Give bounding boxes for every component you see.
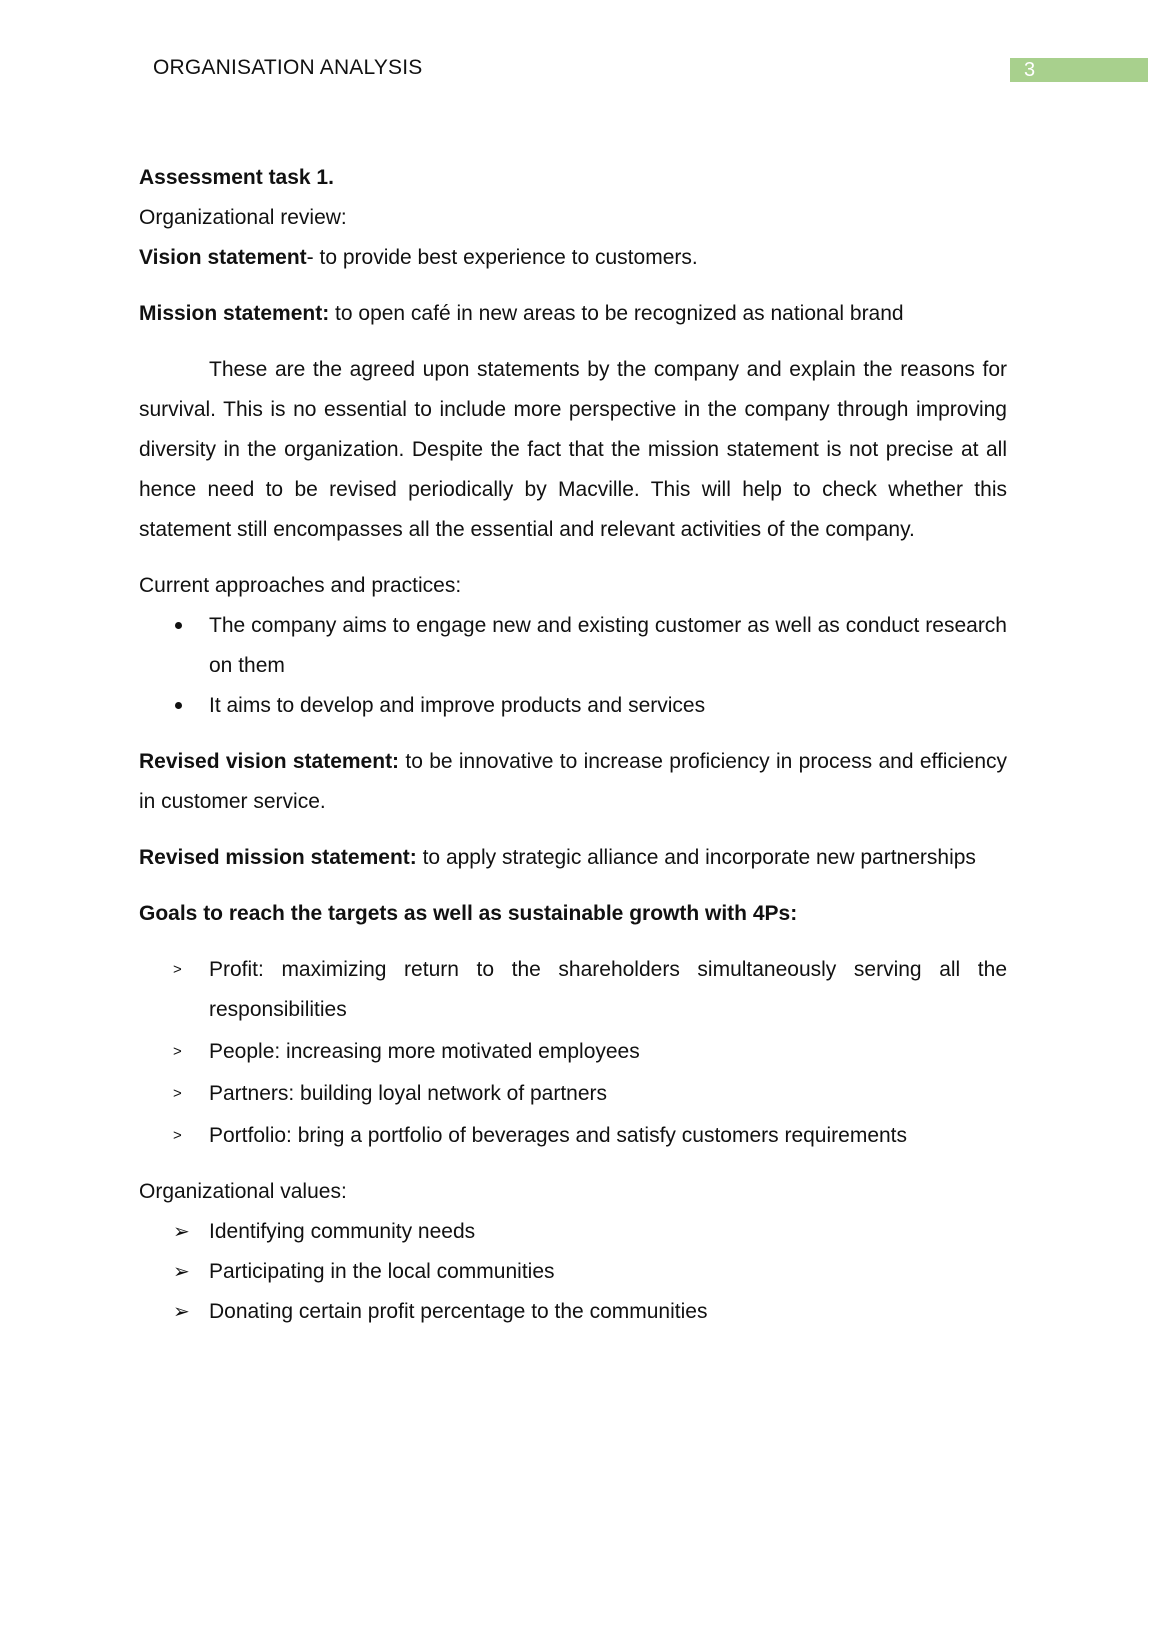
list-item: The company aims to engage new and existing customer as well as conduct research on them [209,614,1007,677]
list-item: ➢ Donating certain profit percentage to the communities [139,1292,1007,1332]
vision-text: - to provide best experience to customers. [306,246,698,269]
revised-vision-statement [139,742,1007,822]
revised-mission-label: Revised mission statement: [139,846,417,869]
vision-statement [139,238,1007,278]
mission-statement [139,294,1007,334]
list-item: > Portfolio: bring a portfolio of beverages and satisfy customers requirements [139,1116,1007,1156]
body-paragraph: These are the agreed upon statements by the company and explain the reasons for survival. This is no essential to include more perspective in the company through improving diversity in the organization. Despite the fact that the mission statement is not precise at all hence need to be revised periodically by Macville. This will help to check whether this statement still encompasses all the essential and relevant activities of the company. [139,358,1007,541]
mission-text: to open café in new areas to be recognized as national brand [329,302,904,325]
values-label: Organizational values: [139,1180,347,1203]
chevron-right-icon: > [173,961,182,978]
list-item: It aims to develop and improve products and services [209,694,706,717]
current-approaches-label: Current approaches and practices: [139,574,462,597]
goals-list [139,950,1007,1156]
mission-label: Mission statement: [139,302,330,325]
revised-mission-statement [139,838,1007,878]
list-item: > Partners: building loyal network of partners [139,1074,1007,1114]
revised-vision-text: to be innovative to increase proficiency in process and efficiency in customer service. [139,750,1007,813]
list-item: > Profit: maximizing return to the shareholders simultaneously serving all the responsibilities [139,950,1007,1030]
vision-label: Vision statement [139,246,307,269]
org-review-label: Organizational review: [139,206,347,229]
revised-mission-text: to apply strategic alliance and incorporate new partnerships [416,846,976,869]
revised-vision-label: Revised vision statement: [139,750,400,773]
current-approaches-list [139,606,1007,726]
arrow-bullet-icon: ➢ [173,1301,190,1323]
list-item: ➢ Participating in the local communities [139,1252,1007,1292]
list-item: > People: increasing more motivated employees [139,1032,1007,1072]
assessment-heading: Assessment task 1. [139,166,334,189]
values-list [139,1212,1007,1332]
chevron-right-icon: > [173,1085,182,1102]
arrow-bullet-icon: ➢ [173,1261,190,1283]
arrow-bullet-icon: ➢ [173,1221,190,1243]
header-title: ORGANISATION ANALYSIS [153,56,423,79]
goals-heading: Goals to reach the targets as well as sustainable growth with 4Ps: [139,902,798,925]
list-item: ➢ Identifying community needs [139,1212,1007,1252]
document-body [139,158,1007,1332]
chevron-right-icon: > [173,1043,182,1060]
page-number-badge: 3 [1010,58,1148,82]
chevron-right-icon: > [173,1127,182,1144]
